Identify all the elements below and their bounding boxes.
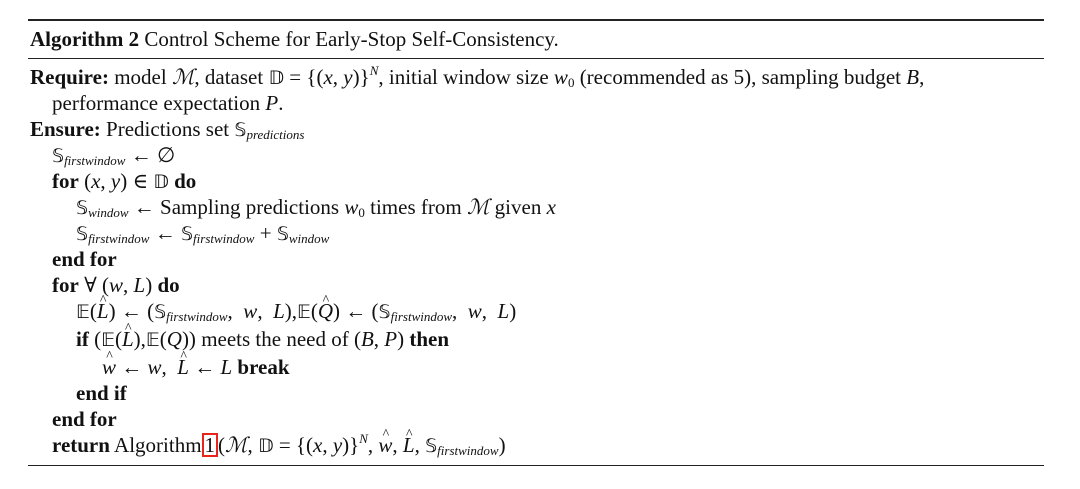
require-text: (recommended as 5), sampling budget [579, 65, 902, 89]
top-rule [28, 19, 1044, 21]
if-line: if (𝔼(^ L),𝔼(Q)) meets the need of (B, P) then [76, 326, 449, 353]
algorithm-label: Algorithm 2 [30, 27, 140, 51]
sampling-line: 𝕊$_{window}$ ← Sampling predictions $w_0$ times from ℳ given x [76, 195, 556, 220]
math-arrow: ← [121, 355, 143, 379]
for-line-2: for ∀ (w, L) do [52, 273, 180, 297]
math-model: ℳ [171, 65, 195, 89]
math-subscript: 0 [358, 205, 365, 220]
ensure-keyword: Ensure: [30, 117, 101, 141]
end-for-line-2: end for [52, 407, 117, 431]
math-subscript: firstwindow [88, 231, 150, 246]
for-keyword: for [52, 169, 79, 193]
math-set: 𝕊 [276, 223, 289, 245]
return-keyword: return [52, 433, 110, 457]
for-keyword: for [52, 273, 79, 297]
math-subscript: 0 [567, 75, 575, 90]
algorithm-reference-link[interactable]: 1 [202, 433, 219, 457]
if-keyword: if [76, 327, 89, 351]
math-arrow: ← [194, 355, 216, 379]
sampling-text: given [494, 195, 542, 219]
return-text: Algorithm [114, 433, 202, 457]
math-expectation: 𝔼 [76, 301, 90, 323]
algorithm-caption [30, 26, 559, 52]
math-budget: B [906, 65, 920, 89]
math-emptyset: ∅ [156, 143, 176, 167]
math-model: ℳ [466, 195, 490, 219]
math-set: 𝕊 [180, 223, 194, 245]
then-keyword: then [409, 327, 450, 351]
math-budget: B [360, 327, 374, 351]
require-line-1: Require: model ℳ, dataset 𝔻 = {(x, y)}$^N$, initial window size $w_0$ (recommended as 5), sampling budget B, [30, 63, 925, 90]
ensure-line [30, 116, 304, 143]
require-text: , dataset [194, 65, 264, 89]
math-set: 𝕊 [378, 301, 391, 323]
expectation-line: 𝔼(^ L) ← (𝕊$_{firstwindow}$, w, L),𝔼(^ Q) ← (𝕊$_{firstwindow}$, w, L) [76, 298, 516, 325]
math-subscript: firstwindow [193, 231, 255, 246]
require-text: model [114, 65, 167, 89]
math-subscript: predictions [246, 127, 305, 142]
algorithm-title: Control Scheme for Early-Stop Self-Consistency. [144, 27, 559, 51]
math-subscript: firstwindow [437, 443, 499, 458]
end-if-line: end if [76, 381, 127, 405]
math-dataset: 𝔻 [153, 171, 169, 193]
break-keyword: break [237, 355, 290, 379]
math-set: 𝕊 [52, 145, 65, 167]
math-in: ∈ [132, 169, 149, 193]
sampling-text: times from [370, 195, 462, 219]
sampling-text: Sampling predictions [160, 195, 340, 219]
math-arrow: ← [133, 195, 155, 219]
math-subscript: firstwindow [390, 309, 453, 324]
math-set: 𝕊 [154, 301, 167, 323]
math-set: 𝕊 [76, 197, 89, 219]
math-expectation: 𝔼 [101, 329, 115, 351]
math-set: 𝕊 [76, 223, 89, 245]
math-subscript: window [88, 205, 129, 220]
return-line: return Algorithm 1 (ℳ, 𝔻 = {(x, y)}$^N$, ^ w, ^ L, 𝕊$_{firstwindow}$) [52, 432, 506, 459]
assign-line: ^ w ← w, ^ L ← L break [102, 354, 290, 380]
math-subscript: firstwindow [64, 153, 126, 168]
math-expectation: 𝔼 [145, 329, 160, 351]
end-for-line-1: end for [52, 247, 117, 271]
do-keyword: do [157, 273, 180, 297]
math-arrow: ← [345, 299, 367, 323]
require-text: , initial window size [378, 65, 549, 89]
math-subscript: window [288, 231, 330, 246]
math-performance: P [384, 327, 398, 351]
math-w0: w [344, 195, 359, 219]
accumulate-line: 𝕊$_{firstwindow}$ ← 𝕊$_{firstwindow}$ + 𝕊$_{window}$ [76, 221, 330, 246]
math-expectation: 𝔼 [297, 301, 311, 323]
math-dataset: 𝔻 [268, 67, 285, 89]
ensure-text: Predictions set [106, 117, 230, 141]
require-text: performance expectation [52, 91, 261, 115]
math-arrow: ← [120, 299, 142, 323]
math-superscript: N [359, 431, 368, 446]
math-forall: ∀ [84, 273, 97, 297]
for-line-1: for (x, y) ∈ 𝔻 do [52, 169, 197, 193]
math-w0: w [553, 65, 568, 89]
init-line [52, 142, 175, 169]
math-dataset: 𝔻 [258, 435, 274, 457]
math-arrow: ← [154, 221, 176, 245]
bottom-rule [28, 465, 1044, 466]
do-keyword: do [174, 169, 197, 193]
math-set: 𝕊 [234, 119, 247, 141]
math-set: 𝕊 [425, 435, 438, 457]
math-subscript: firstwindow [166, 309, 228, 324]
math-performance: P [265, 91, 279, 115]
if-text: meets the need of [201, 327, 349, 351]
require-keyword: Require: [30, 65, 109, 89]
caption-rule [28, 58, 1044, 59]
math-model: ℳ [225, 433, 248, 457]
math-arrow: ← [130, 143, 152, 167]
require-line-2: performance expectation P. [52, 91, 284, 115]
math-superscript: N [369, 63, 379, 78]
